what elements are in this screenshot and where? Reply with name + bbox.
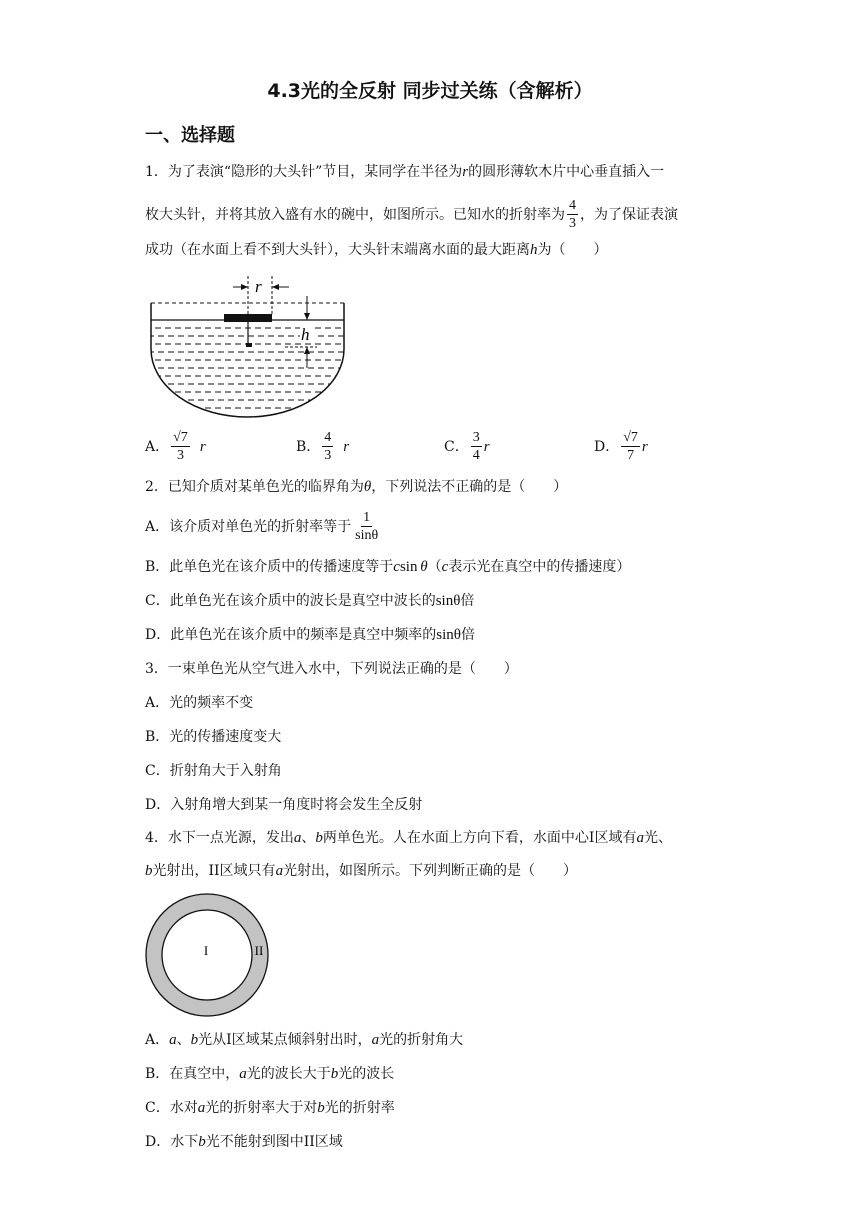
fraction: $\frac{3}{4}$ bbox=[472, 430, 480, 463]
q4-option-a[interactable]: A．a、b光从I区域某点倾斜射出时，a光的折射角大 bbox=[145, 1032, 464, 1048]
fraction: $\frac{√7}{3}$ bbox=[173, 430, 188, 463]
q2-stem: 2．已知介质对某单色光的临界角为θ，下列说法不正确的是（ ） bbox=[145, 479, 568, 495]
bowl-pin-figure bbox=[145, 272, 350, 420]
var-r: r bbox=[462, 164, 469, 180]
q3-option-a[interactable]: A．光的频率不变 bbox=[145, 695, 254, 711]
fraction: $\frac{√7}{7}$ bbox=[623, 430, 638, 463]
q1-option-d[interactable]: D． $\frac{√7}{7}$ r bbox=[594, 430, 648, 463]
q1-option-a[interactable]: A． $\frac{√7}{3}$ r bbox=[145, 430, 206, 463]
label-h: h bbox=[301, 325, 310, 344]
q1-stem-line3: 成功（在水面上看不到大头针），大头针末端离水面的最大距离h为（ ） bbox=[145, 242, 608, 258]
q1-stem-line2: 枚大头针，并将其放入盛有水的碗中，如图所示。已知水的折射率为 $\frac{4}{3}$ ，为了保证表演 bbox=[145, 198, 678, 231]
q3-option-b[interactable]: B．光的传播速度变大 bbox=[145, 729, 282, 745]
q2-option-a[interactable]: A．该介质对单色光的折射率等于 $\frac{1}{\sin\theta}$ bbox=[145, 510, 379, 543]
q3-stem: 3．一束单色光从空气进入水中，下列说法正确的是（ ） bbox=[145, 661, 518, 677]
q3-option-c[interactable]: C．折射角大于入射角 bbox=[145, 763, 282, 779]
q3-option-d[interactable]: D．入射角增大到某一角度时将会发生全反射 bbox=[145, 797, 423, 813]
q4-stem-line1: 4．水下一点光源，发出a、b两单色光。人在水面上方向下看，水面中心I区域有a光、 bbox=[145, 830, 672, 846]
q1-option-c[interactable]: C． $\frac{3}{4}$ r bbox=[444, 430, 490, 463]
q4-option-c[interactable]: C．水对a光的折射率大于对b光的折射率 bbox=[145, 1100, 395, 1116]
fraction-4-3: $\frac{4}{3}$ bbox=[569, 198, 576, 231]
cork-disk bbox=[224, 314, 272, 322]
fraction-1-over-sin-theta: $\frac{1}{\sin\theta}$ bbox=[355, 510, 379, 543]
q2-option-d[interactable]: D．此单色光在该介质中的频率是真空中频率的sinθ倍 bbox=[145, 627, 475, 643]
q4-option-d[interactable]: D．水下b光不能射到图中II区域 bbox=[145, 1134, 343, 1150]
pin-tip bbox=[246, 343, 252, 347]
label-r: r bbox=[255, 277, 262, 296]
fraction: $\frac{4}{3}$ bbox=[324, 430, 332, 463]
page-title: 4.3光的全反射 同步过关练（含解析） bbox=[267, 80, 593, 102]
q2-option-b[interactable]: B．此单色光在该介质中的传播速度等于csin θ（c表示光在真空中的传播速度） bbox=[145, 559, 631, 575]
q1-stem-line1: 1．为了表演“隐形的大头针”节目，某同学在半径为r的圆形薄软木片中心垂直插入一 bbox=[145, 164, 665, 180]
label-region-II: II bbox=[254, 943, 264, 958]
q4-option-b[interactable]: B．在真空中，a光的波长大于b光的波长 bbox=[145, 1066, 395, 1082]
ring-regions-figure bbox=[145, 893, 270, 1018]
label-region-I: I bbox=[203, 943, 209, 958]
var-h: h bbox=[530, 242, 538, 258]
q2-option-c[interactable]: C．此单色光在该介质中的波长是真空中波长的sinθ倍 bbox=[145, 593, 475, 609]
q4-stem-line2: b光射出，II区域只有a光射出，如图所示。下列判断正确的是（ ） bbox=[145, 863, 578, 879]
section-heading: 一、选择题 bbox=[145, 125, 235, 146]
q1-option-b[interactable]: B． $\frac{4}{3}$ r bbox=[296, 430, 350, 463]
